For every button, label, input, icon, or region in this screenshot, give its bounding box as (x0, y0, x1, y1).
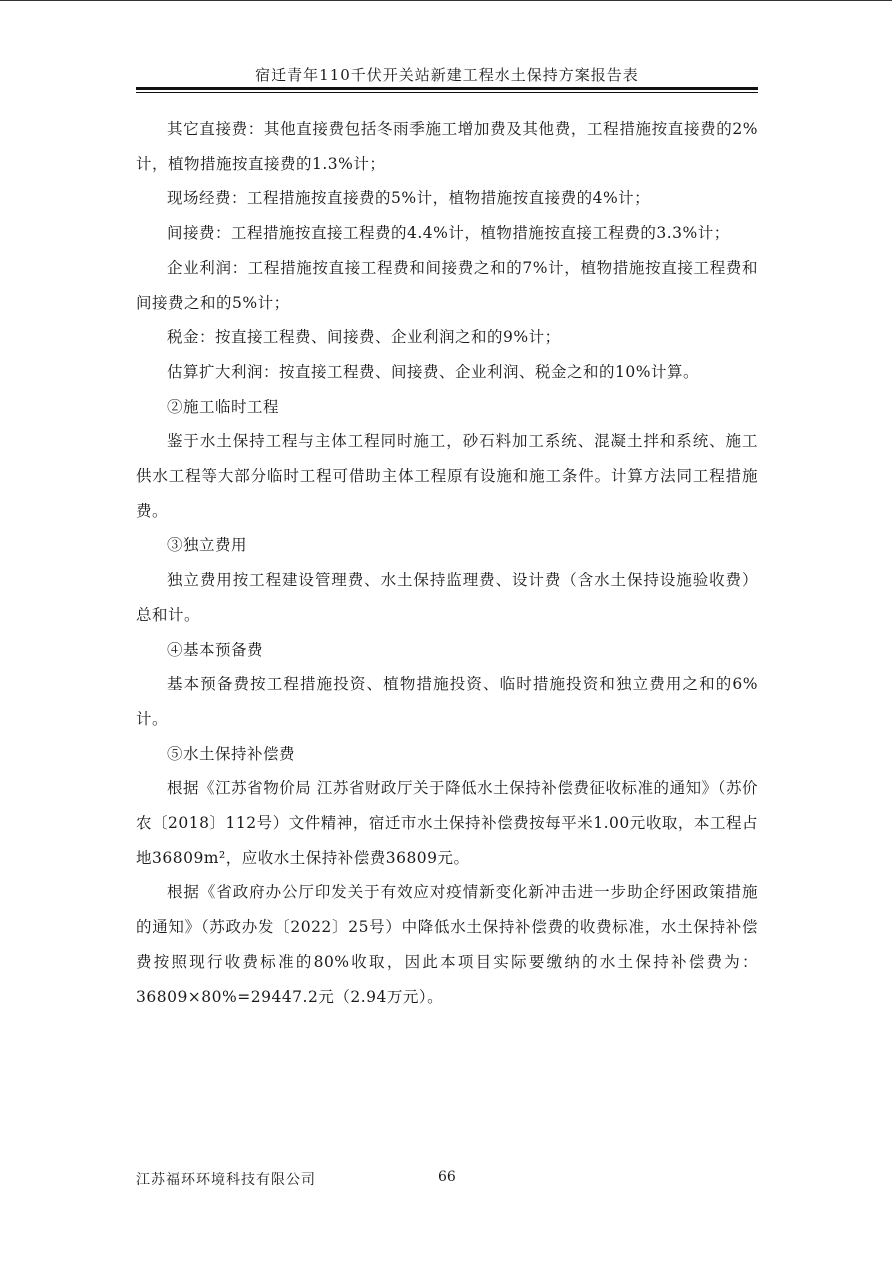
footer-company-name: 江苏福环环境科技有限公司 (136, 1172, 316, 1188)
paragraph-site-expense: 现场经费：工程措施按直接费的5%计，植物措施按直接费的4%计； (167, 189, 651, 208)
document-body (136, 112, 758, 1014)
paragraph-other-direct-cost: 其它直接费：其他直接费包括冬雨季施工增加费及其他费，工程措施按直接费的2%计，植物措施按直接费的1.3%计； (136, 120, 758, 173)
section-heading-independent-costs: ③独立费用 (167, 536, 248, 555)
section-heading-basic-reserve: ④基本预备费 (167, 640, 264, 659)
paragraph-compensation-fee-basis: 根据《江苏省物价局 江苏省财政厅关于降低水土保持补偿费征收标准的通知》（苏价农〔2018〕112号）文件精神，宿迁市水土保持补偿费按每平米1.00元收取，本工程占地36809m²，应收水土保持补偿费36809元。 (136, 779, 758, 867)
paragraph-tax: 税金：按直接工程费、间接费、企业利润之和的9%计； (167, 328, 561, 347)
header-rule-thick (136, 87, 758, 90)
paragraph-indirect-cost: 间接费：工程措施按直接工程费的4.4%计，植物措施按直接工程费的3.3%计； (167, 224, 730, 243)
paragraph-independent-costs: 独立费用按工程建设管理费、水土保持监理费、设计费（含水土保持设施验收费）总和计。 (136, 571, 758, 624)
page-top-border (0, 0, 892, 1)
paragraph-basic-reserve: 基本预备费按工程措施投资、植物措施投资、临时措施投资和独立费用之和的6%计。 (136, 675, 758, 728)
paragraph-expanded-profit: 估算扩大利润：按直接工程费、间接费、企业利润、税金之和的10%计算。 (167, 362, 699, 381)
paragraph-enterprise-profit: 企业利润：工程措施按直接工程费和间接费之和的7%计，植物措施按直接工程费和间接费之和的5%计； (136, 258, 758, 312)
page-header-title: 宿迁青年110千伏开关站新建工程水土保持方案报告表 (255, 66, 639, 84)
header-rule-thin (136, 92, 758, 93)
section-heading-temporary-works: ②施工临时工程 (167, 397, 280, 416)
paragraph-temporary-works: 鉴于水土保持工程与主体工程同时施工，砂石料加工系统、混凝土拌和系统、施工供水工程等大部分临时工程可借助主体工程原有设施和施工条件。计算方法同工程措施费。 (136, 432, 758, 520)
section-heading-compensation-fee: ⑤水土保持补偿费 (167, 744, 296, 763)
paragraph-compensation-fee-reduction: 根据《省政府办公厅印发关于有效应对疫情新变化新冲击进一步助企纾困政策措施的通知》（苏政办发〔2022〕25号）中降低水土保持补偿费的收费标准，水土保持补偿费按照现行收费标准的80%收取，因此本项目实际要缴纳的水土保持补偿费为：36809×80%=29447.2元（2.94万元）。 (136, 883, 758, 1006)
footer-page-number: 66 (438, 1169, 456, 1185)
